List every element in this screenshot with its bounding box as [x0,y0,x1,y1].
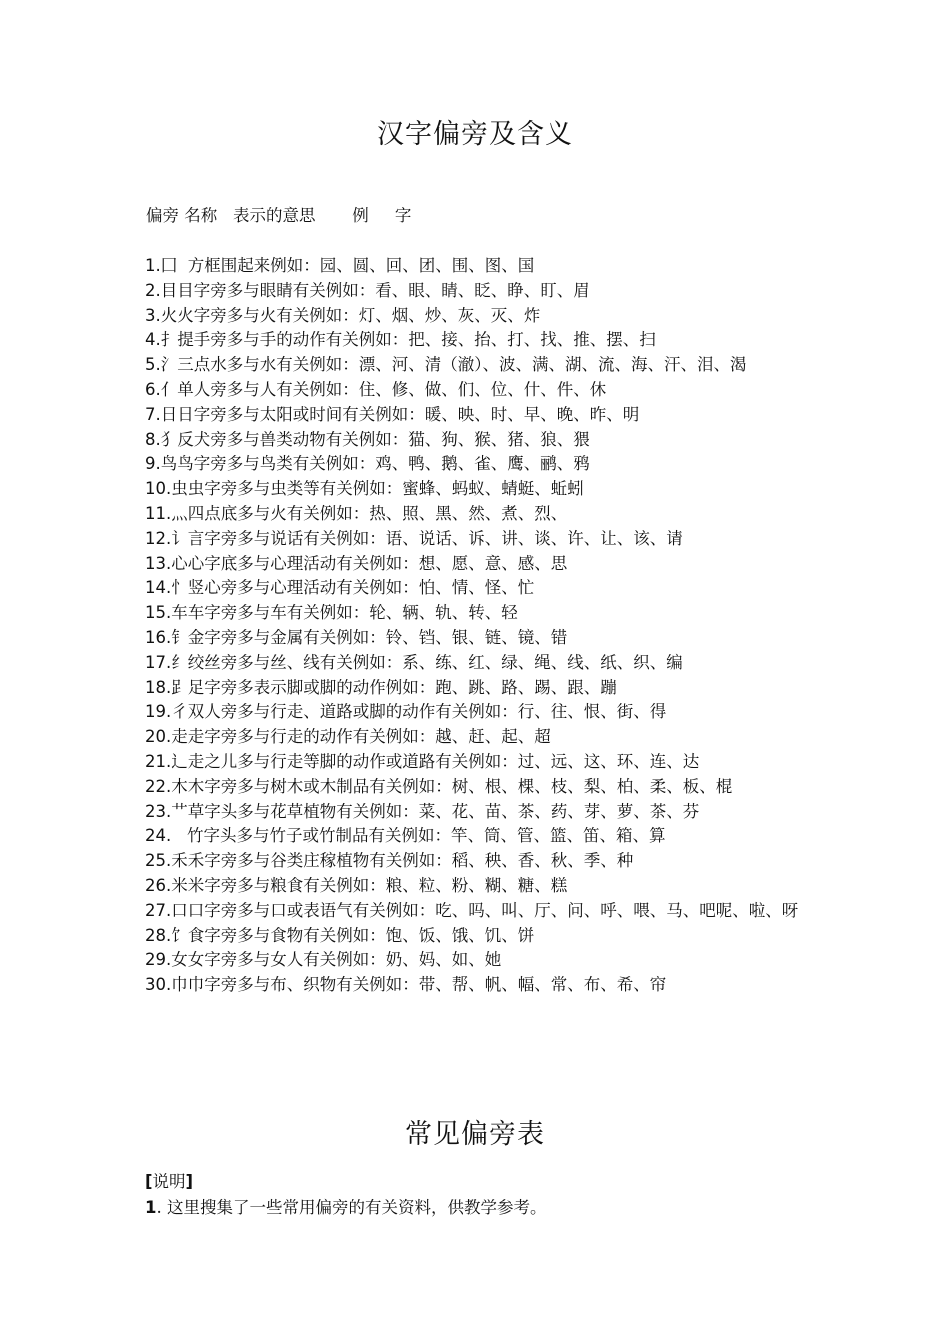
list-item [145,874,815,899]
list-item [145,428,815,453]
item-text: 虫虫字旁多与虫类等有关例如：蜜蜂、蚂蚁、蜻蜓、蚯蚓 [171,479,584,499]
list-item [145,452,815,477]
item-text: 囗 方框围起来例如：园、圆、回、团、围、图、国 [160,256,535,275]
list-item [145,824,815,849]
item-text: 鸟鸟字旁多与鸟类有关例如：鸡、鸭、鹅、雀、鹰、鹂、鸦 [160,454,590,474]
list-item [145,948,815,973]
item-number: 22. [145,776,172,796]
list-item [145,403,815,428]
item-text: 木木字旁多与树木或木制品有关例如：树、根、棵、枝、梨、柏、柔、板、棍 [171,776,733,796]
list-item [145,651,815,676]
item-number: 16. [145,627,172,647]
list-item [145,849,815,874]
item-number: 11. [145,503,172,523]
item-number: 3. [145,305,161,325]
list-item [145,676,815,701]
item-text: 氵三点水多与水有关例如：漂、河、清（澈）、波、满、湖、流、海、汗、泪、渴 [160,355,747,375]
item-number: 23. [145,801,172,821]
item-number: 6. [145,379,161,399]
item-text: 心心字底多与心理活动有关例如：想、愿、意、感、思 [171,553,568,573]
item-text: 目目字旁多与眼睛有关例如：看、眼、睛、眨、睁、盯、眉 [160,280,590,300]
column-header: 偏旁 名称 表示的意思 例 字 [146,206,412,225]
item-text: 彳双人旁多与行走、道路或脚的动作有关例如：行、往、恨、街、得 [171,702,667,722]
list-item [145,899,815,924]
item-text: 火火字旁多与火有关例如：灯、烟、炒、灰、灭、炸 [160,305,541,325]
list-item [145,973,815,998]
item-text: 忄竖心旁多与心理活动有关例如：怕、情、怪、忙 [171,578,535,598]
item-text: 钅金字旁多与金属有关例如：铃、铛、银、链、镜、错 [171,627,568,647]
item-number: 18. [145,677,172,697]
item-text: 口口字旁多与口或表语气有关例如：吃、吗、叫、厅、问、呼、喂、马、吧呢、啦、呀 [171,900,799,920]
item-text: 辶走之儿多与行走等脚的动作或道路有关例如：过、远、这、环、连、达 [171,751,700,771]
note-heading [145,1168,193,1192]
item-text: 饣食字旁多与食物有关例如：饱、饭、饿、饥、饼 [171,925,535,945]
item-text: 巾巾字旁多与布、织物有关例如：带、帮、帆、幅、常、布、希、帘 [171,975,667,995]
page-title: 汉字偏旁及含义 [377,119,573,150]
item-number: 24. [145,826,172,846]
item-number: 15. [145,603,172,623]
list-item [145,502,815,527]
item-number: 21. [145,751,172,771]
list-item [145,279,815,304]
item-number: 13. [145,553,172,573]
item-number: 28. [145,925,172,945]
list-item [145,725,815,750]
item-number: 1. [145,256,161,275]
item-text: 亻单人旁多与人有关例如：住、修、做、们、位、什、件、休 [160,379,607,399]
item-number: 5. [145,355,161,375]
list-item [145,378,815,403]
item-number: 26. [145,875,172,895]
list-item [145,601,815,626]
item-number: 19. [145,702,172,722]
item-number: 10. [145,479,172,499]
item-number: 4. [145,330,161,350]
item-text: 禾禾字旁多与谷类庄稼植物有关例如：稻、秧、香、秋、季、种 [171,851,634,871]
item-number: 25. [145,851,172,871]
item-number: 14. [145,578,172,598]
note-line-number: 1 [145,1198,157,1217]
item-number: 17. [145,652,172,672]
list-item [145,254,815,279]
item-text: 日日字旁多与太阳或时间有关例如：暖、映、时、早、晚、昨、明 [160,404,640,424]
item-text: 讠言字旁多与说话有关例如：语、说话、诉、讲、谈、许、让、该、请 [171,528,683,548]
list-item [145,626,815,651]
radical-list [145,254,815,998]
item-number: 30. [145,975,172,995]
item-number: 2. [145,280,161,300]
item-text: 𧾷足字旁多表示脚或脚的动作例如：跑、跳、路、踢、跟、蹦 [171,677,617,697]
item-text: 灬四点底多与火有关例如：热、照、黑、然、煮、烈、 [171,503,568,523]
list-item [145,700,815,725]
item-text: 纟绞丝旁多与丝、线有关例如：系、练、红、绿、绳、线、纸、织、编 [171,652,683,672]
item-text: 米米字旁多与粮食有关例如：粮、粒、粉、糊、糖、糕 [171,875,568,895]
list-item [145,552,815,577]
item-number: 12. [145,528,172,548]
item-number: 9. [145,454,161,474]
list-item [145,527,815,552]
item-number: 27. [145,900,172,920]
list-item [145,576,815,601]
list-item [145,304,815,329]
bracket-close: ] [185,1172,194,1191]
list-item [145,328,815,353]
note-label: 说明 [152,1172,186,1191]
list-item [145,353,815,378]
item-text: 艹草字头多与花草植物有关例如：菜、花、苗、茶、药、芽、萝、茶、芬 [171,801,700,821]
item-number: 8. [145,429,161,449]
list-item [145,477,815,502]
item-text: 女女字旁多与女人有关例如：奶、妈、如、她 [171,950,502,970]
item-number: 20. [145,727,172,747]
note-line [145,1194,546,1218]
list-item [145,750,815,775]
section-title: 常见偏旁表 [405,1119,545,1150]
note-line-text: . 这里搜集了一些常用偏旁的有关资料，供教学参考。 [156,1198,547,1217]
item-text: 走走字旁多与行走的动作有关例如：越、赶、起、超 [171,727,551,747]
list-item [145,775,815,800]
list-item [145,800,815,825]
item-text: 犭反犬旁多与兽类动物有关例如：猫、狗、猴、猪、狼、猥 [160,429,590,449]
item-number: 7. [145,404,161,424]
list-item [145,924,815,949]
item-text: 扌提手旁多与手的动作有关例如：把、接、抬、打、找、推、摆、扫 [160,330,656,350]
item-number: 29. [145,950,172,970]
bracket-open: [ [145,1172,153,1191]
item-text: 车车字旁多与车有关例如：轮、辆、轨、转、轻 [171,603,518,623]
item-text: 竹字头多与竹子或竹制品有关例如：竿、筒、管、篮、笛、箱、算 [171,826,666,846]
